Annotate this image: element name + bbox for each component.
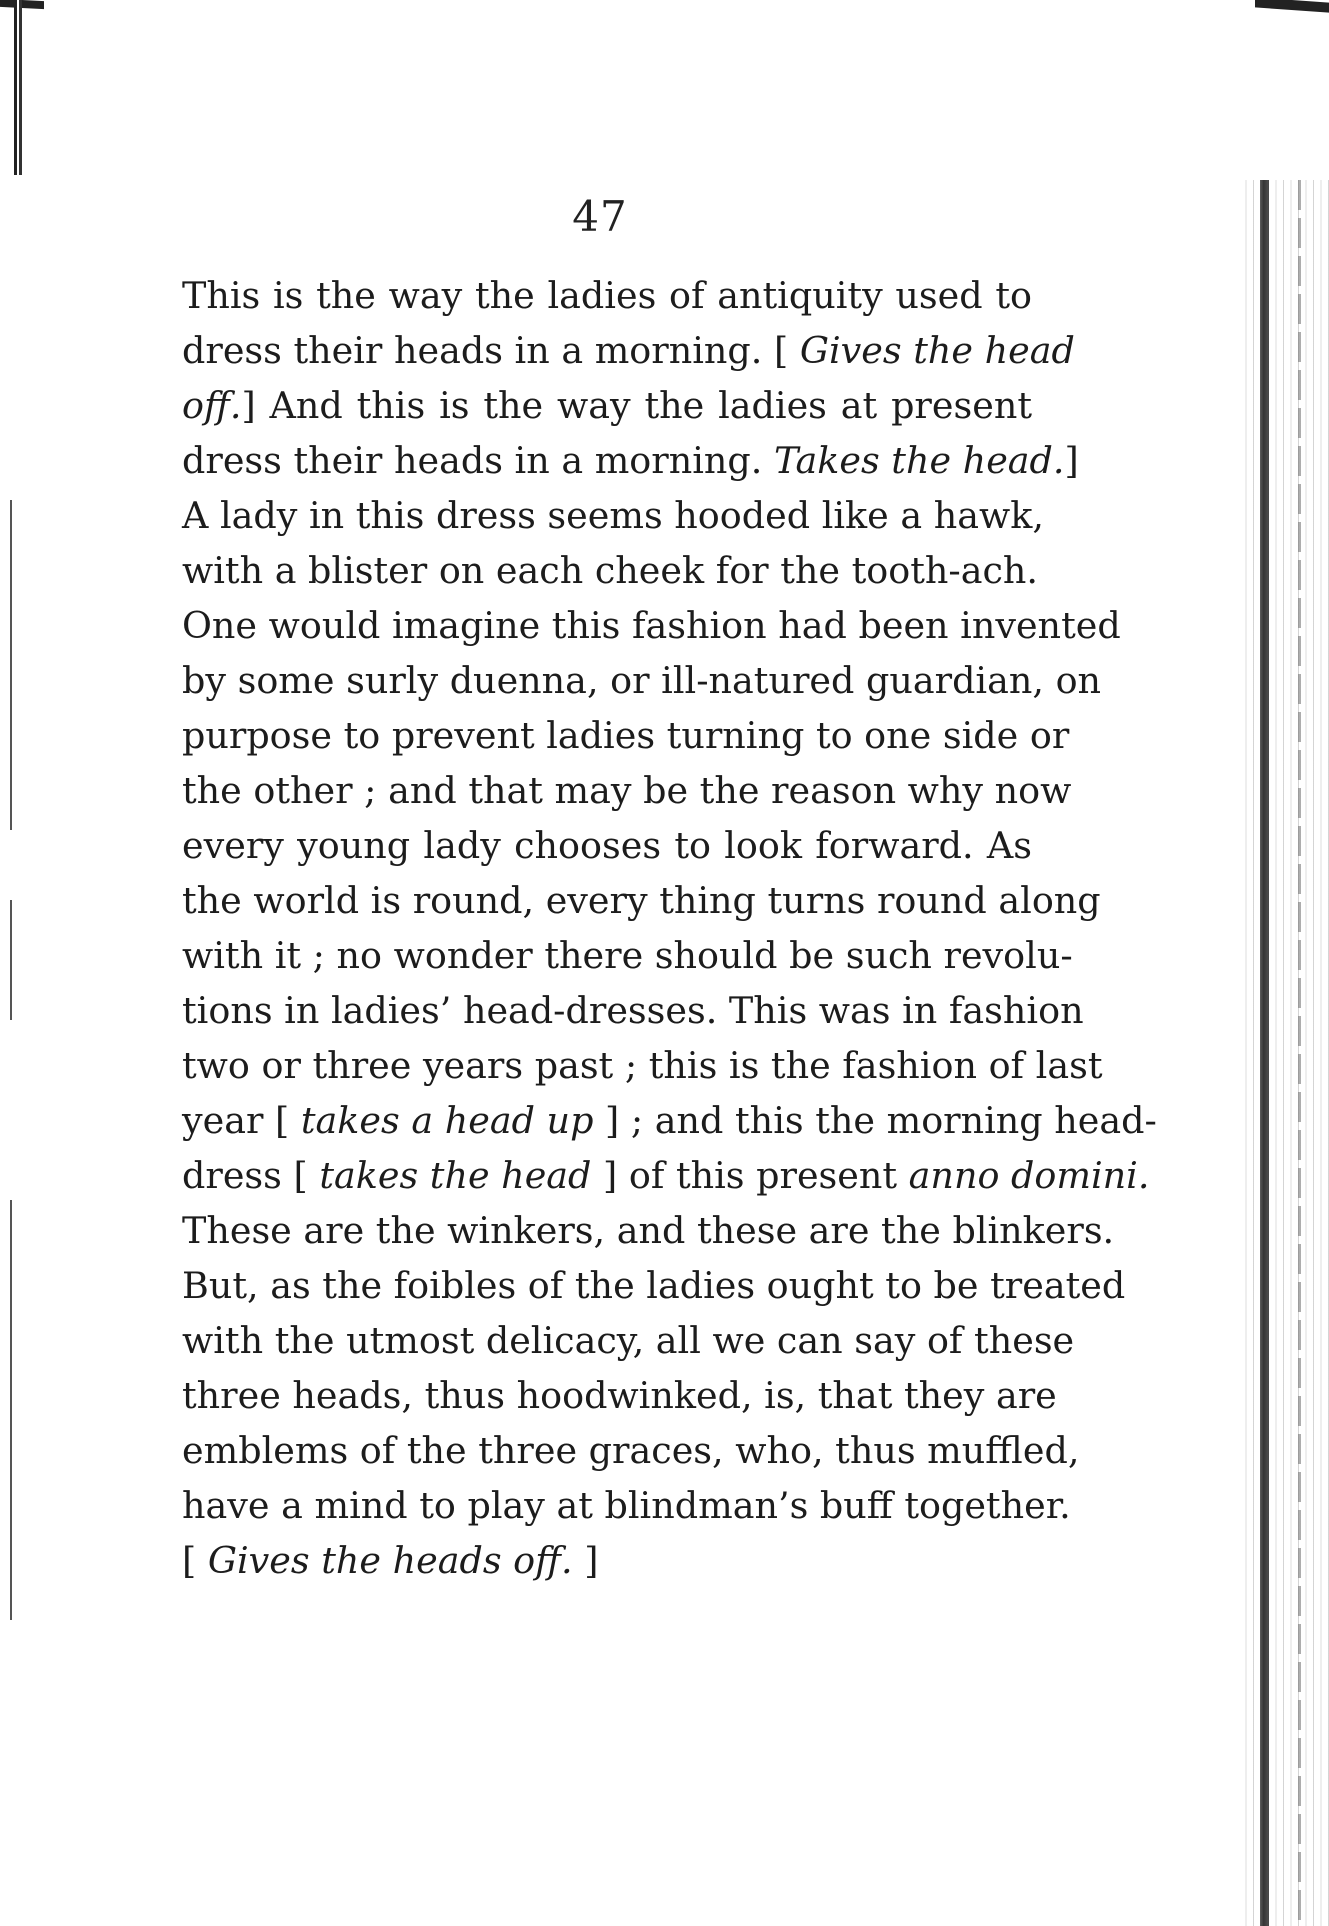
text-line [182,433,1079,488]
text-run: dress their heads in a morning. [ [182,329,800,372]
text-run: [ [182,1539,208,1582]
text-run: ] of this present [591,1154,909,1197]
italic-text: Gives the heads off. [207,1539,573,1582]
text-line [182,378,1032,433]
binding-edge-top [0,0,44,9]
italic-text: off. [182,384,242,427]
page-number: 47 [572,192,628,241]
text-run: two or three years past ; this is the fashion of last [182,1044,1103,1087]
text-line [182,268,1032,323]
text-line [182,818,1032,873]
text-run: This is the way the ladies of antiquity used to [182,274,1032,317]
text-line [182,653,1102,708]
text-line [182,873,1101,928]
text-line [182,708,1070,763]
text-line [182,488,1044,543]
text-run: the other ; and that may be the reason why now [182,769,1072,812]
italic-text: takes the head [319,1154,592,1197]
gutter-shadow [1239,180,1329,1926]
binding-edge-mark [14,0,22,175]
text-line [182,1313,1075,1368]
text-line [182,983,1084,1038]
text-run: tions in ladies’ head-dresses. This was in fashion [182,989,1084,1032]
text-line [182,1148,1150,1203]
margin-line [10,900,12,1020]
margin-line [10,1200,12,1620]
text-run: A lady in this dress seems hooded like a hawk, [182,494,1044,537]
text-line [182,1038,1103,1093]
text-run: One would imagine this fashion had been invented [182,604,1121,647]
text-line [182,598,1121,653]
text-run: These are the winkers, and these are the blinkers. [182,1209,1115,1252]
text-line [182,323,1075,378]
text-run: with it ; no wonder there should be such revolu- [182,934,1073,977]
text-line [182,928,1073,983]
text-run: But, as the foibles of the ladies ought to be treated [182,1264,1126,1307]
italic-text: takes a head up [300,1099,594,1142]
gutter-dark-band [1260,180,1269,1926]
text-run: with a blister on each cheek for the tooth-ach. [182,549,1039,592]
text-run: ] [572,1539,599,1582]
text-run: ] And this is the way the ladies at present [241,384,1032,427]
text-run: ] [1064,439,1079,482]
text-line [182,763,1072,818]
margin-line [10,500,12,830]
text-line [182,1368,1057,1423]
text-run: by some surly duenna, or ill-natured guardian, on [182,659,1102,702]
italic-text: Takes the head. [773,439,1065,482]
text-line [182,1478,1071,1533]
text-run: dress [ [182,1154,320,1197]
italic-text: anno domini. [908,1154,1150,1197]
gutter-thin-band [1298,180,1301,1926]
text-run: every young lady chooses to look forward. As [182,824,1032,867]
text-line [182,543,1039,598]
body-text [182,268,1157,1588]
text-run: dress their heads in a morning. [182,439,774,482]
text-run: have a mind to play at blindman’s buff together. [182,1484,1071,1527]
text-run: emblems of the three graces, who, thus muffled, [182,1429,1080,1472]
text-run: the world is round, every thing turns round along [182,879,1101,922]
text-line [182,1093,1157,1148]
text-line [182,1258,1126,1313]
text-line [182,1203,1115,1258]
italic-text: Gives the head [799,329,1075,372]
text-run: purpose to prevent ladies turning to one side or [182,714,1070,757]
gutter-edge-top [1255,0,1329,13]
text-run: with the utmost delicacy, all we can say of these [182,1319,1075,1362]
text-run: ] ; and this the morning head- [593,1099,1157,1142]
text-line [182,1533,1032,1588]
text-line [182,1423,1080,1478]
text-run: year [ [182,1099,301,1142]
text-run: three heads, thus hoodwinked, is, that they are [182,1374,1057,1417]
